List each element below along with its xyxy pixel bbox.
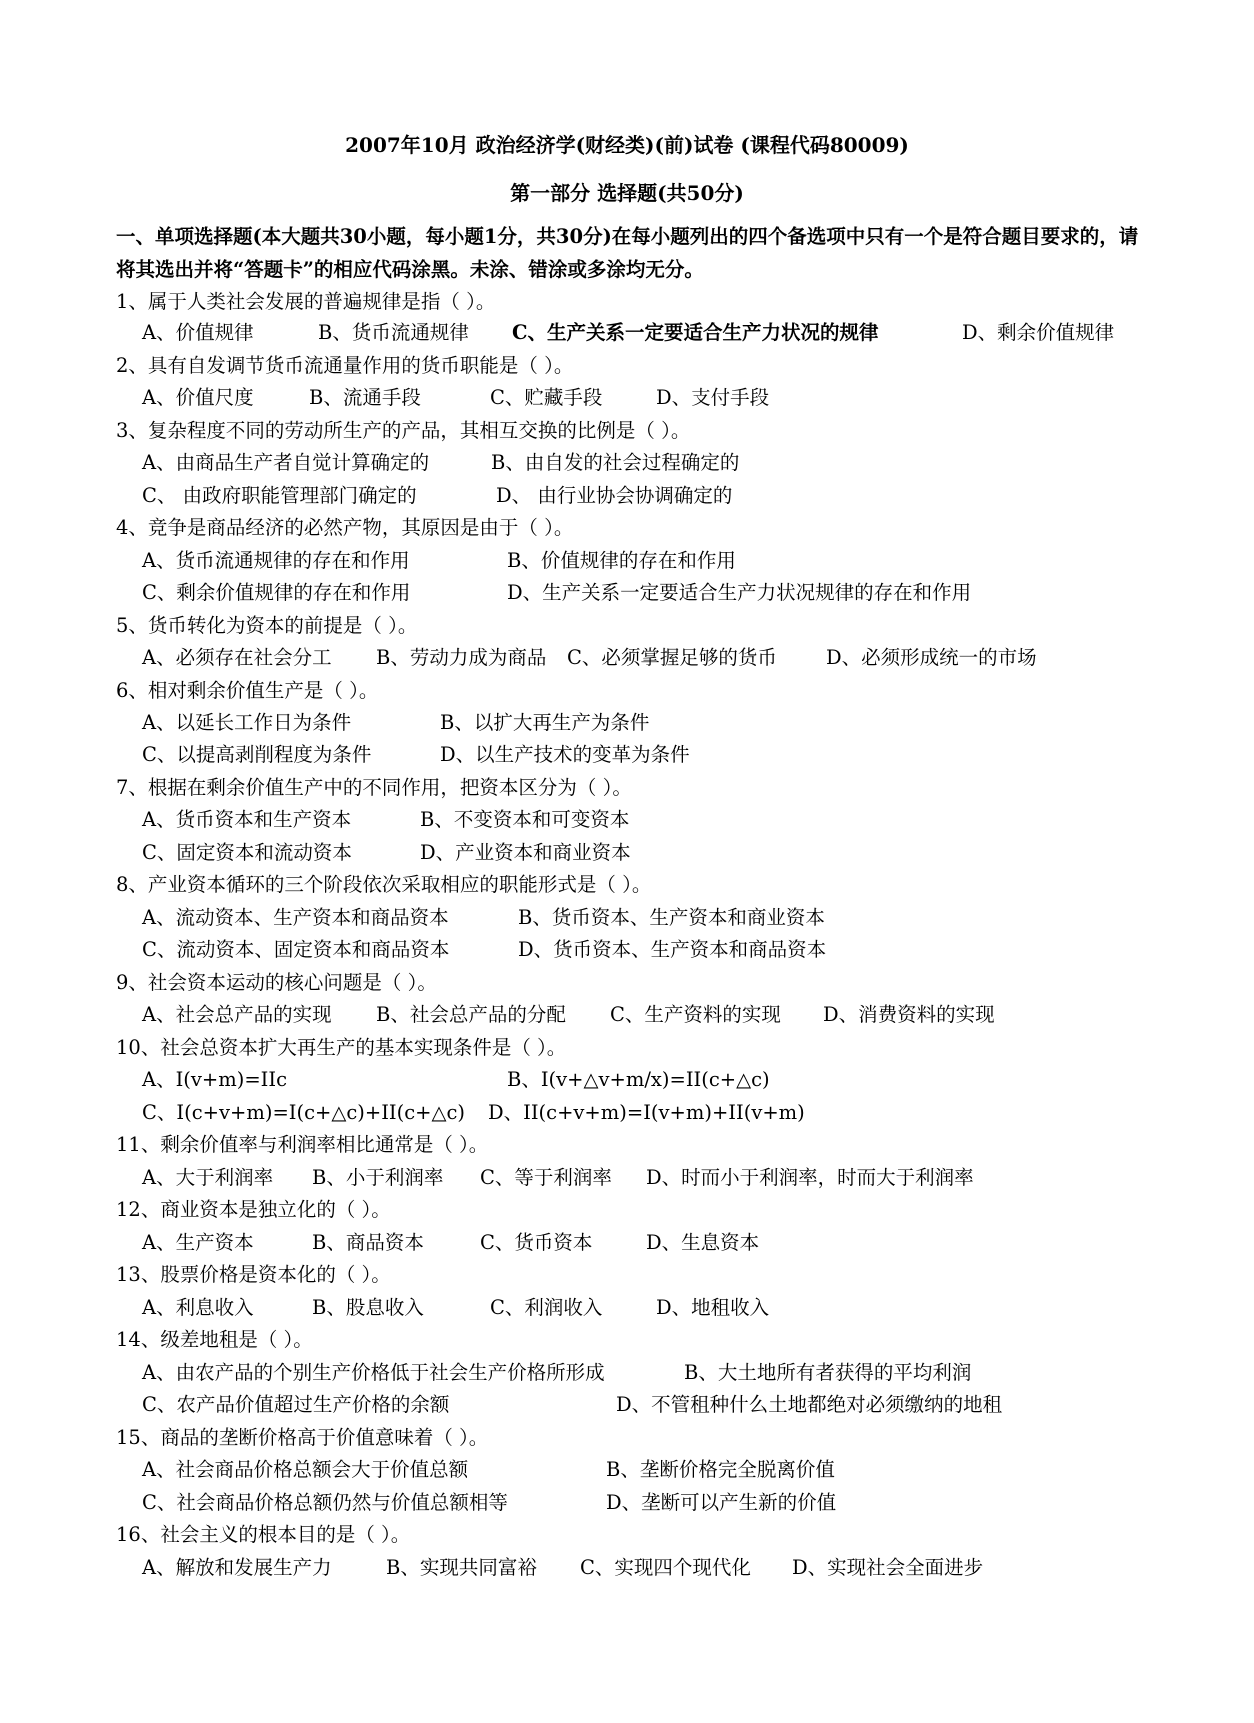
option-b: B、大土地所有者获得的平均利润	[684, 1361, 972, 1384]
question-14: 14、级差地租是（ ）。	[116, 1328, 313, 1351]
question-6: 6、相对剩余价值生产是（ ）。	[116, 679, 379, 702]
section-instructions: 一、单项选择题(本大题共30小题，每小题1分，共30分)在每小题列出的四个备选项中只有一个是符合题目要求的，请将其选出并将“答题卡”的相应代码涂黑。未涂、错涂或多涂均无分。	[116, 225, 1139, 281]
option-d: D、时而小于利润率，时而大于利润率	[646, 1166, 974, 1189]
option-d: D、 由行业协会协调确定的	[496, 484, 733, 507]
option-d: D、产业资本和商业资本	[420, 841, 631, 864]
option-c: C、固定资本和流动资本	[142, 841, 352, 864]
question-11: 11、剩余价值率与利润率相比通常是（ ）。	[116, 1133, 489, 1156]
option-a: A、利息收入	[142, 1296, 254, 1319]
option-b: B、货币资本、生产资本和商业资本	[518, 906, 825, 929]
option-d: D、支付手段	[656, 386, 770, 409]
part-heading: 第一部分 选择题(共50分)	[510, 181, 744, 205]
question-13: 13、股票价格是资本化的（ ）。	[116, 1263, 391, 1286]
option-b: B、商品资本	[312, 1231, 424, 1254]
option-c: C、农产品价值超过生产价格的余额	[142, 1393, 450, 1416]
question-1: 1、属于人类社会发展的普遍规律是指（ ）。	[116, 290, 496, 313]
question-3: 3、复杂程度不同的劳动所生产的产品，其相互交换的比例是（ ）。	[116, 419, 691, 442]
option-a: A、价值尺度	[142, 386, 254, 409]
option-c: C、以提高剥削程度为条件	[142, 743, 372, 766]
option-c: C、贮藏手段	[490, 386, 603, 409]
question-8: 8、产业资本循环的三个阶段依次采取相应的职能形式是（ ）。	[116, 873, 652, 896]
option-c: C、生产关系一定要适合生产力状况的规律	[512, 321, 879, 344]
option-c: C、实现四个现代化	[580, 1556, 751, 1579]
option-a: A、社会总产品的实现	[142, 1003, 332, 1026]
option-d: D、实现社会全面进步	[792, 1556, 984, 1579]
question-12: 12、商业资本是独立化的（ ）。	[116, 1198, 391, 1221]
option-b: B、流通手段	[309, 386, 421, 409]
option-a: A、由农产品的个别生产价格低于社会生产价格所形成	[142, 1361, 605, 1384]
option-a: A、I(v+m)=IIc	[142, 1068, 288, 1091]
option-b: B、价值规律的存在和作用	[507, 549, 736, 572]
option-a: A、必须存在社会分工	[142, 646, 332, 669]
option-c: C、生产资料的实现	[610, 1003, 781, 1026]
option-a: A、由商品生产者自觉计算确定的	[142, 451, 430, 474]
option-d: D、货币资本、生产资本和商品资本	[518, 938, 827, 961]
question-7: 7、根据在剩余价值生产中的不同作用，把资本区分为（ ）。	[116, 776, 632, 799]
option-b: B、小于利润率	[312, 1166, 444, 1189]
question-15: 15、商品的垄断价格高于价值意味着（ ）。	[116, 1426, 489, 1449]
question-16: 16、社会主义的根本目的是（ ）。	[116, 1523, 411, 1546]
option-c: C、剩余价值规律的存在和作用	[142, 581, 411, 604]
option-d: D、必须形成统一的市场	[826, 646, 1037, 669]
option-b: B、由自发的社会过程确定的	[491, 451, 740, 474]
option-a: A、货币资本和生产资本	[142, 808, 352, 831]
option-a: A、价值规律	[142, 321, 254, 344]
option-c: C、 由政府职能管理部门确定的	[142, 484, 417, 507]
option-c: C、等于利润率	[480, 1166, 612, 1189]
option-c: C、必须掌握足够的货币	[567, 646, 777, 669]
option-c: C、流动资本、固定资本和商品资本	[142, 938, 450, 961]
option-a: A、解放和发展生产力	[142, 1556, 332, 1579]
option-d: D、剩余价值规律	[962, 321, 1115, 344]
option-b: B、货币流通规律	[318, 321, 469, 344]
option-b: B、I(v+△v+m/x)=II(c+△c)	[507, 1068, 770, 1091]
option-d: D、生产关系一定要适合生产力状况规律的存在和作用	[507, 581, 972, 604]
option-a: A、以延长工作日为条件	[142, 711, 352, 734]
option-c: C、I(c+v+m)=I(c+△c)+II(c+△c)	[142, 1101, 466, 1124]
option-d: D、消费资料的实现	[823, 1003, 995, 1026]
option-c: C、利润收入	[490, 1296, 603, 1319]
option-d: D、以生产技术的变革为条件	[440, 743, 690, 766]
question-9: 9、社会资本运动的核心问题是（ ）。	[116, 971, 437, 994]
option-d: D、垄断可以产生新的价值	[606, 1491, 837, 1514]
option-a: A、社会商品价格总额会大于价值总额	[142, 1458, 469, 1481]
option-d: D、不管租种什么土地都绝对必须缴纳的地租	[616, 1393, 1003, 1416]
option-b: B、股息收入	[312, 1296, 424, 1319]
option-d: D、生息资本	[646, 1231, 760, 1254]
question-10: 10、社会总资本扩大再生产的基本实现条件是（ ）。	[116, 1036, 567, 1059]
option-a: A、货币流通规律的存在和作用	[142, 549, 410, 572]
question-2: 2、具有自发调节货币流通量作用的货币职能是（ ）。	[116, 354, 574, 377]
option-c: C、货币资本	[480, 1231, 593, 1254]
option-b: B、实现共同富裕	[386, 1556, 537, 1579]
option-a: A、大于利润率	[142, 1166, 274, 1189]
option-b: B、社会总产品的分配	[376, 1003, 566, 1026]
option-b: B、不变资本和可变资本	[420, 808, 630, 831]
option-b: B、以扩大再生产为条件	[440, 711, 650, 734]
option-b: B、劳动力成为商品	[376, 646, 547, 669]
option-b: B、垄断价格完全脱离价值	[606, 1458, 835, 1481]
option-a: A、生产资本	[142, 1231, 254, 1254]
option-d: D、II(c+v+m)=I(v+m)+II(v+m)	[488, 1101, 805, 1124]
option-d: D、地租收入	[656, 1296, 770, 1319]
question-4: 4、竞争是商品经济的必然产物，其原因是由于（ ）。	[116, 516, 574, 539]
option-a: A、流动资本、生产资本和商品资本	[142, 906, 449, 929]
question-5: 5、货币转化为资本的前提是（ ）。	[116, 614, 418, 637]
exam-title: 2007年10月 政治经济学(财经类)(前)试卷 (课程代码80009)	[345, 133, 909, 157]
option-c: C、社会商品价格总额仍然与价值总额相等	[142, 1491, 508, 1514]
